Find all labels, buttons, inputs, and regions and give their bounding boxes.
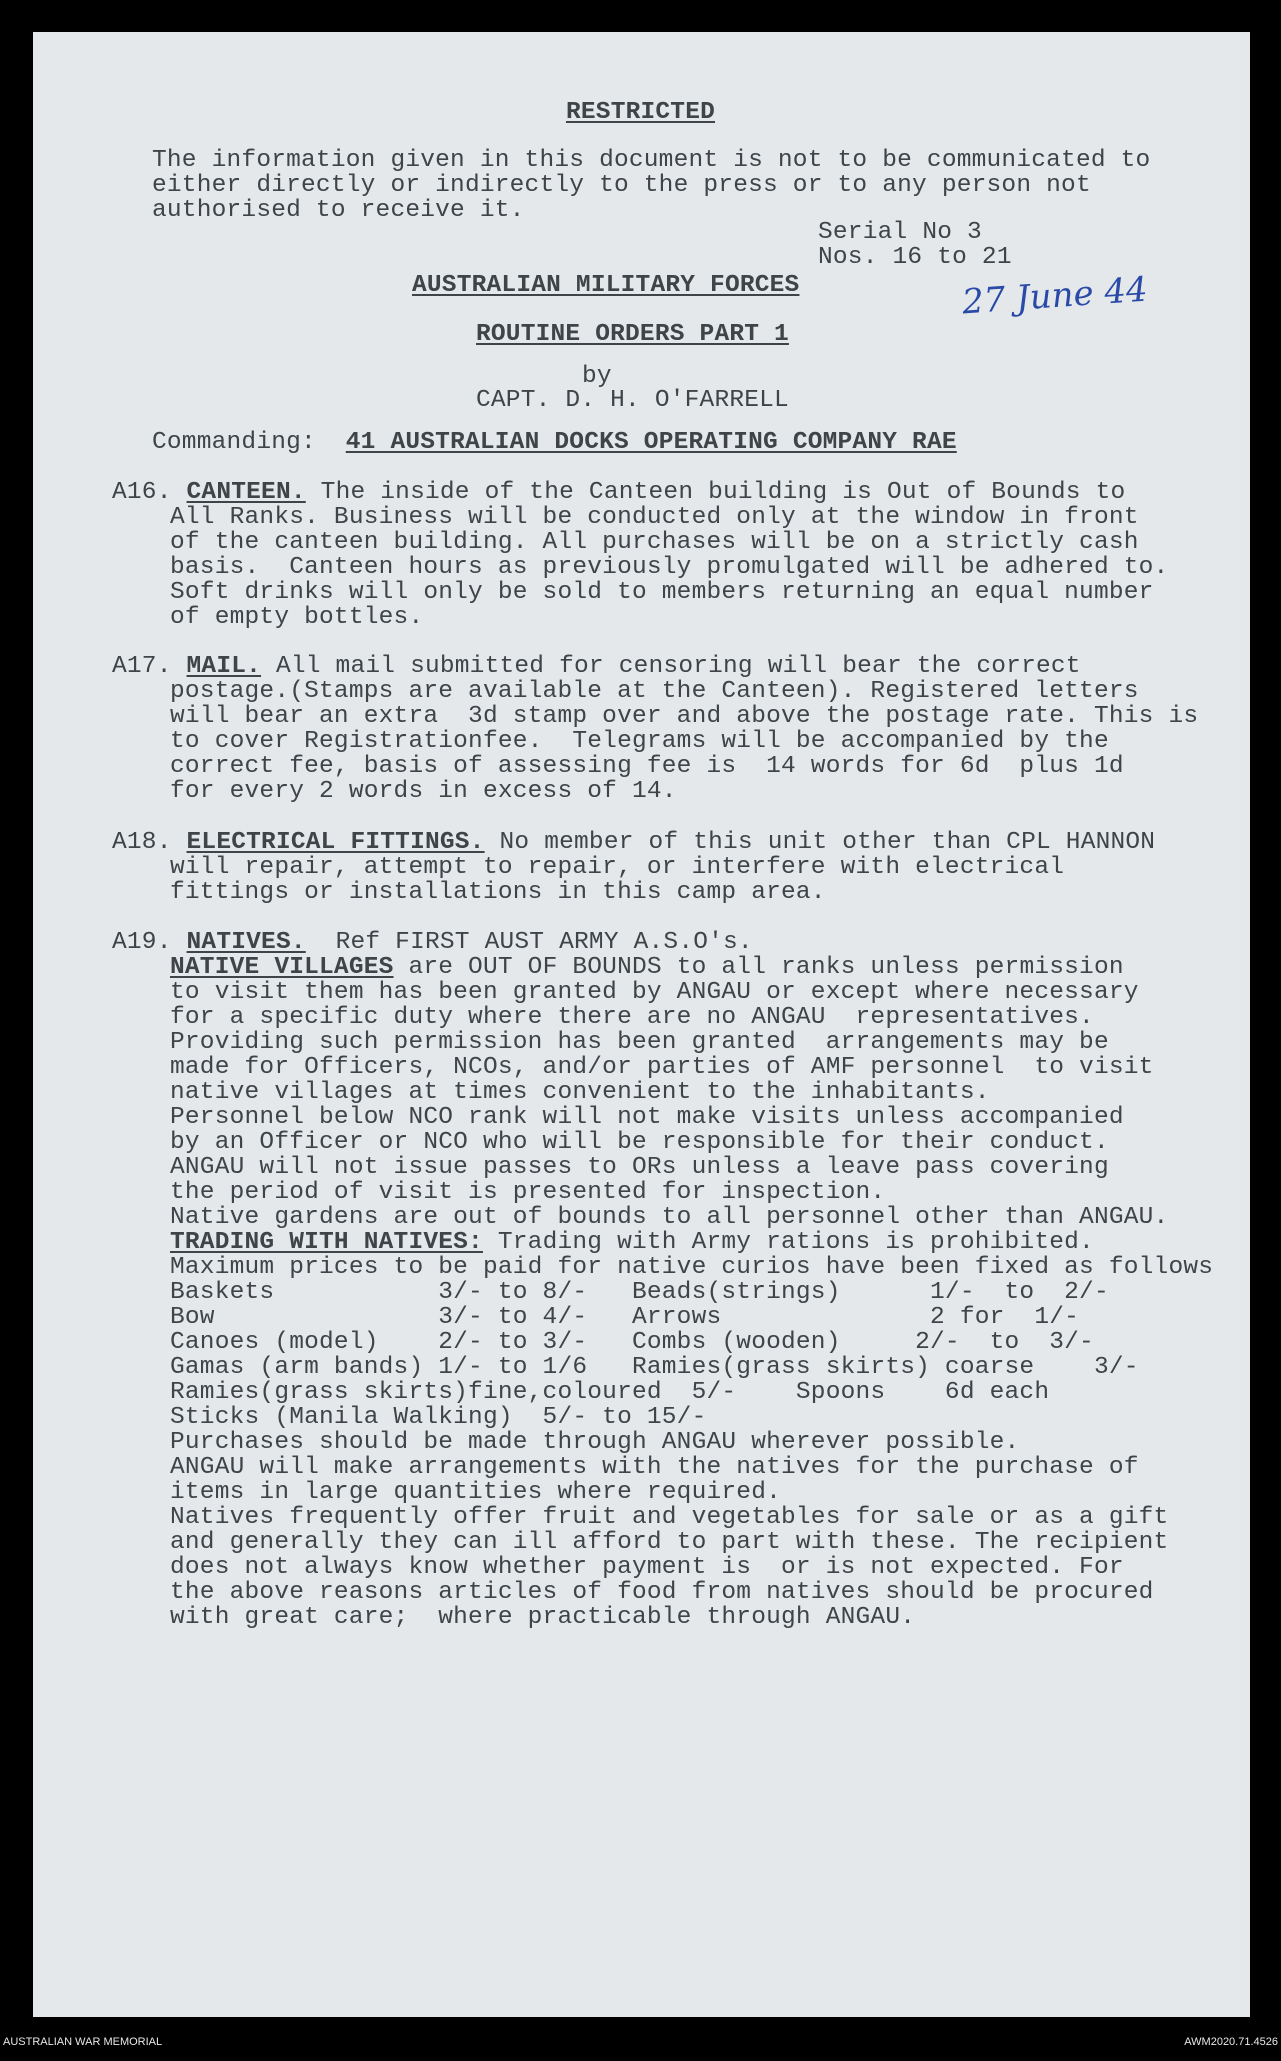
subsection-title: NATIVE VILLAGES — [170, 954, 394, 981]
section-text: will bear an extra 3d stamp over and above the postage rate. This is — [170, 703, 1199, 730]
section-text: will repair, attempt to repair, or interfere with electrical — [170, 854, 1065, 881]
section-text: and generally they can ill afford to part with these. The recipient — [170, 1529, 1169, 1556]
section-text: the above reasons articles of food from natives should be procured — [170, 1579, 1154, 1606]
section-text: correct fee, basis of assessing fee is 14 words for 6d plus 1d — [170, 753, 1124, 780]
native-villages-line — [170, 955, 1124, 980]
section-text: Native gardens are out of bounds to all personnel other than ANGAU. — [170, 1204, 1169, 1231]
classification-heading: RESTRICTED — [565, 99, 716, 126]
price-list-line: Gamas (arm bands) 1/- to 1/6 Ramies(grass skirts) coarse 3/- — [170, 1354, 1139, 1381]
section-title: CANTEEN. — [186, 479, 306, 506]
section-text: The inside of the Canteen building is Out of Bounds to — [305, 479, 1126, 506]
archive-credit: AUSTRALIAN WAR MEMORIAL — [3, 2036, 163, 2048]
section-text: ANGAU will not issue passes to ORs unless a leave pass covering — [170, 1154, 1109, 1181]
section-text: Soft drinks will only be sold to members returning an equal number — [170, 579, 1154, 606]
section-text: does not always know whether payment is or is not expected. For — [170, 1554, 1124, 1581]
section-text: All Ranks. Business will be conducted only at the window in front — [170, 504, 1139, 531]
section-text: No member of this unit other than CPL HANNON — [484, 829, 1156, 856]
trading-line — [170, 1230, 1094, 1255]
section-text: made for Officers, NCOs, and/or parties of AMF personnel to visit — [170, 1054, 1154, 1081]
subsection-title: TRADING WITH NATIVES: — [170, 1229, 483, 1256]
section-text: postage.(Stamps are available at the Canteen). Registered letters — [170, 678, 1139, 705]
by-line: by — [582, 363, 612, 390]
section-number: A16. — [112, 479, 172, 506]
serial-number: Serial No 3 — [818, 219, 982, 246]
section-text: of empty bottles. — [170, 604, 424, 631]
section-text: fittings or installations in this camp area. — [170, 879, 826, 906]
section-text: All mail submitted for censoring will bear the correct — [261, 653, 1081, 680]
section-text: Providing such permission has been granted arrangements may be — [170, 1029, 1109, 1056]
order-numbers: Nos. 16 to 21 — [818, 244, 1012, 271]
section-title: MAIL. — [186, 653, 262, 680]
commanding-label: Commanding: — [152, 429, 316, 456]
section-text: Natives frequently offer fruit and vegetables for sale or as a gift — [170, 1504, 1169, 1531]
commander-name: CAPT. D. H. O'FARRELL — [476, 387, 789, 414]
section-text: for a specific duty where there are no ANGAU representatives. — [170, 1004, 1094, 1031]
section-reference: Ref FIRST AUST ARMY A.S.O's. — [305, 929, 753, 956]
notice-line-1: The information given in this document is not to be communicated to — [152, 147, 1151, 174]
price-list-line: Canoes (model) 2/- to 3/- Combs (wooden) 2/- to 3/- — [170, 1329, 1094, 1356]
notice-line-2: either directly or indirectly to the press or to any person not — [152, 172, 1091, 199]
commanding-line — [152, 430, 957, 455]
commanding-unit: 41 AUSTRALIAN DOCKS OPERATING COMPANY RAE — [345, 429, 957, 456]
section-text: basis. Canteen hours as previously promulgated will be adhered to. — [170, 554, 1169, 581]
section-text: ANGAU will make arrangements with the natives for the purchase of — [170, 1454, 1139, 1481]
handwritten-date: 27 June 44 — [960, 269, 1149, 323]
section-text: to cover Registrationfee. Telegrams will be accompanied by the — [170, 728, 1109, 755]
price-list-line: Ramies(grass skirts)fine,coloured 5/- Spoons 6d each — [170, 1379, 1050, 1406]
price-list-line: Bow 3/- to 4/- Arrows 2 for 1/- — [170, 1304, 1080, 1331]
section-text: the period of visit is presented for inspection. — [170, 1179, 886, 1206]
section-number: A19. — [112, 929, 172, 956]
section-a16-first-line — [112, 480, 1125, 505]
force-heading: AUSTRALIAN MILITARY FORCES — [412, 272, 800, 299]
catalogue-number: AWM2020.71.4526 — [1184, 2036, 1278, 2048]
section-text: of the canteen building. All purchases will be on a strictly cash — [170, 529, 1139, 556]
section-text: Personnel below NCO rank will not make visits unless accompanied — [170, 1104, 1124, 1131]
section-text: Purchases should be made through ANGAU wherever possible. — [170, 1429, 1020, 1456]
notice-line-3: authorised to receive it. — [152, 197, 525, 224]
section-title: NATIVES. — [186, 929, 306, 956]
section-text: with great care; where practicable through ANGAU. — [170, 1604, 916, 1631]
price-list-line: Sticks (Manila Walking) 5/- to 15/- — [170, 1404, 707, 1431]
section-text: are OUT OF BOUNDS to all ranks unless permission — [393, 954, 1124, 981]
section-number: A18. — [112, 829, 172, 856]
section-a18-first-line — [112, 830, 1155, 855]
orders-heading: ROUTINE ORDERS PART 1 — [476, 321, 789, 348]
section-number: A17. — [112, 653, 172, 680]
section-a17-first-line — [112, 654, 1081, 679]
section-text: for every 2 words in excess of 14. — [170, 778, 677, 805]
section-text: items in large quantities where required. — [170, 1479, 781, 1506]
section-a19-first-line — [112, 930, 753, 955]
section-title: ELECTRICAL FITTINGS. — [186, 829, 485, 856]
section-text: by an Officer or NCO who will be responsible for their conduct. — [170, 1129, 1109, 1156]
price-list-line: Baskets 3/- to 8/- Beads(strings) 1/- to 2/- — [170, 1279, 1109, 1306]
section-text: to visit them has been granted by ANGAU or except where necessary — [170, 979, 1139, 1006]
section-text: Trading with Army rations is prohibited. — [482, 1229, 1094, 1256]
section-text: native villages at times convenient to the inhabitants. — [170, 1079, 990, 1106]
section-text: Maximum prices to be paid for native curios have been fixed as follows — [170, 1254, 1214, 1281]
